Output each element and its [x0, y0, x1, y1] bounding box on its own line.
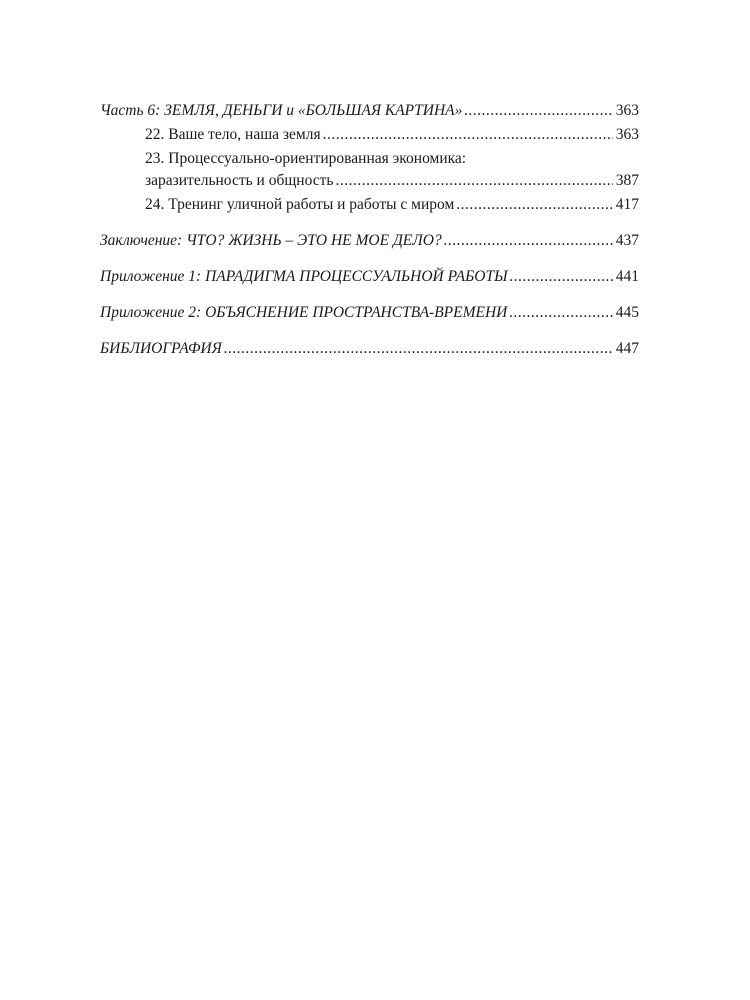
toc-entry-title: Часть 6: ЗЕМЛЯ, ДЕНЬГИ и «БОЛЬШАЯ КАРТИНА»	[100, 102, 463, 119]
toc-page-number: 363	[615, 126, 639, 143]
toc-page-number: 437	[615, 232, 639, 249]
toc-entry-appendix-1[interactable]	[100, 266, 639, 288]
toc-entry-title: 22. Ваше тело, наша земля	[145, 126, 321, 143]
toc-entry-bibliography[interactable]	[100, 338, 639, 360]
dot-leader	[224, 338, 613, 360]
toc-entry-title-line-1: 23. Процессуально-ориентированная экономика:	[145, 150, 467, 167]
dot-leader	[510, 266, 613, 288]
toc-entry-conclusion[interactable]	[100, 230, 639, 252]
dot-leader	[509, 302, 612, 324]
toc-entry-chapter-24[interactable]	[100, 194, 639, 216]
toc-entry-title: Заключение: ЧТО? ЖИЗНЬ – ЭТО НЕ МОЕ ДЕЛО?	[100, 232, 442, 249]
dot-leader	[464, 100, 612, 122]
toc-page-number: 417	[615, 196, 639, 213]
toc-entry-part-6[interactable]	[100, 100, 639, 122]
toc-entry-title: заразительность и общность	[145, 172, 334, 189]
toc-entry-chapter-22[interactable]	[100, 124, 639, 146]
toc-page-number: 363	[615, 102, 639, 119]
toc-entry-title: 24. Тренинг уличной работы и работы с миром	[145, 196, 455, 213]
toc-entry-title-line-2	[145, 170, 639, 192]
toc-entry-chapter-23[interactable]	[100, 148, 639, 192]
toc-entry-title: БИБЛИОГРАФИЯ	[100, 340, 222, 357]
toc-page-number: 387	[615, 172, 639, 189]
toc-page-number: 445	[615, 304, 639, 321]
toc-entry-appendix-2[interactable]	[100, 302, 639, 324]
table-of-contents	[100, 100, 639, 360]
dot-leader	[456, 194, 612, 216]
toc-entry-title: Приложение 1: ПАРАДИГМА ПРОЦЕССУАЛЬНОЙ РАБОТЫ	[100, 268, 508, 285]
dot-leader	[323, 124, 613, 146]
dot-leader	[444, 230, 613, 252]
toc-entry-title: Приложение 2: ОБЪЯСНЕНИЕ ПРОСТРАНСТВА-ВРЕМЕНИ	[100, 304, 508, 321]
dot-leader	[335, 170, 612, 192]
toc-page-number: 447	[615, 340, 639, 357]
toc-page-number: 441	[615, 268, 639, 285]
